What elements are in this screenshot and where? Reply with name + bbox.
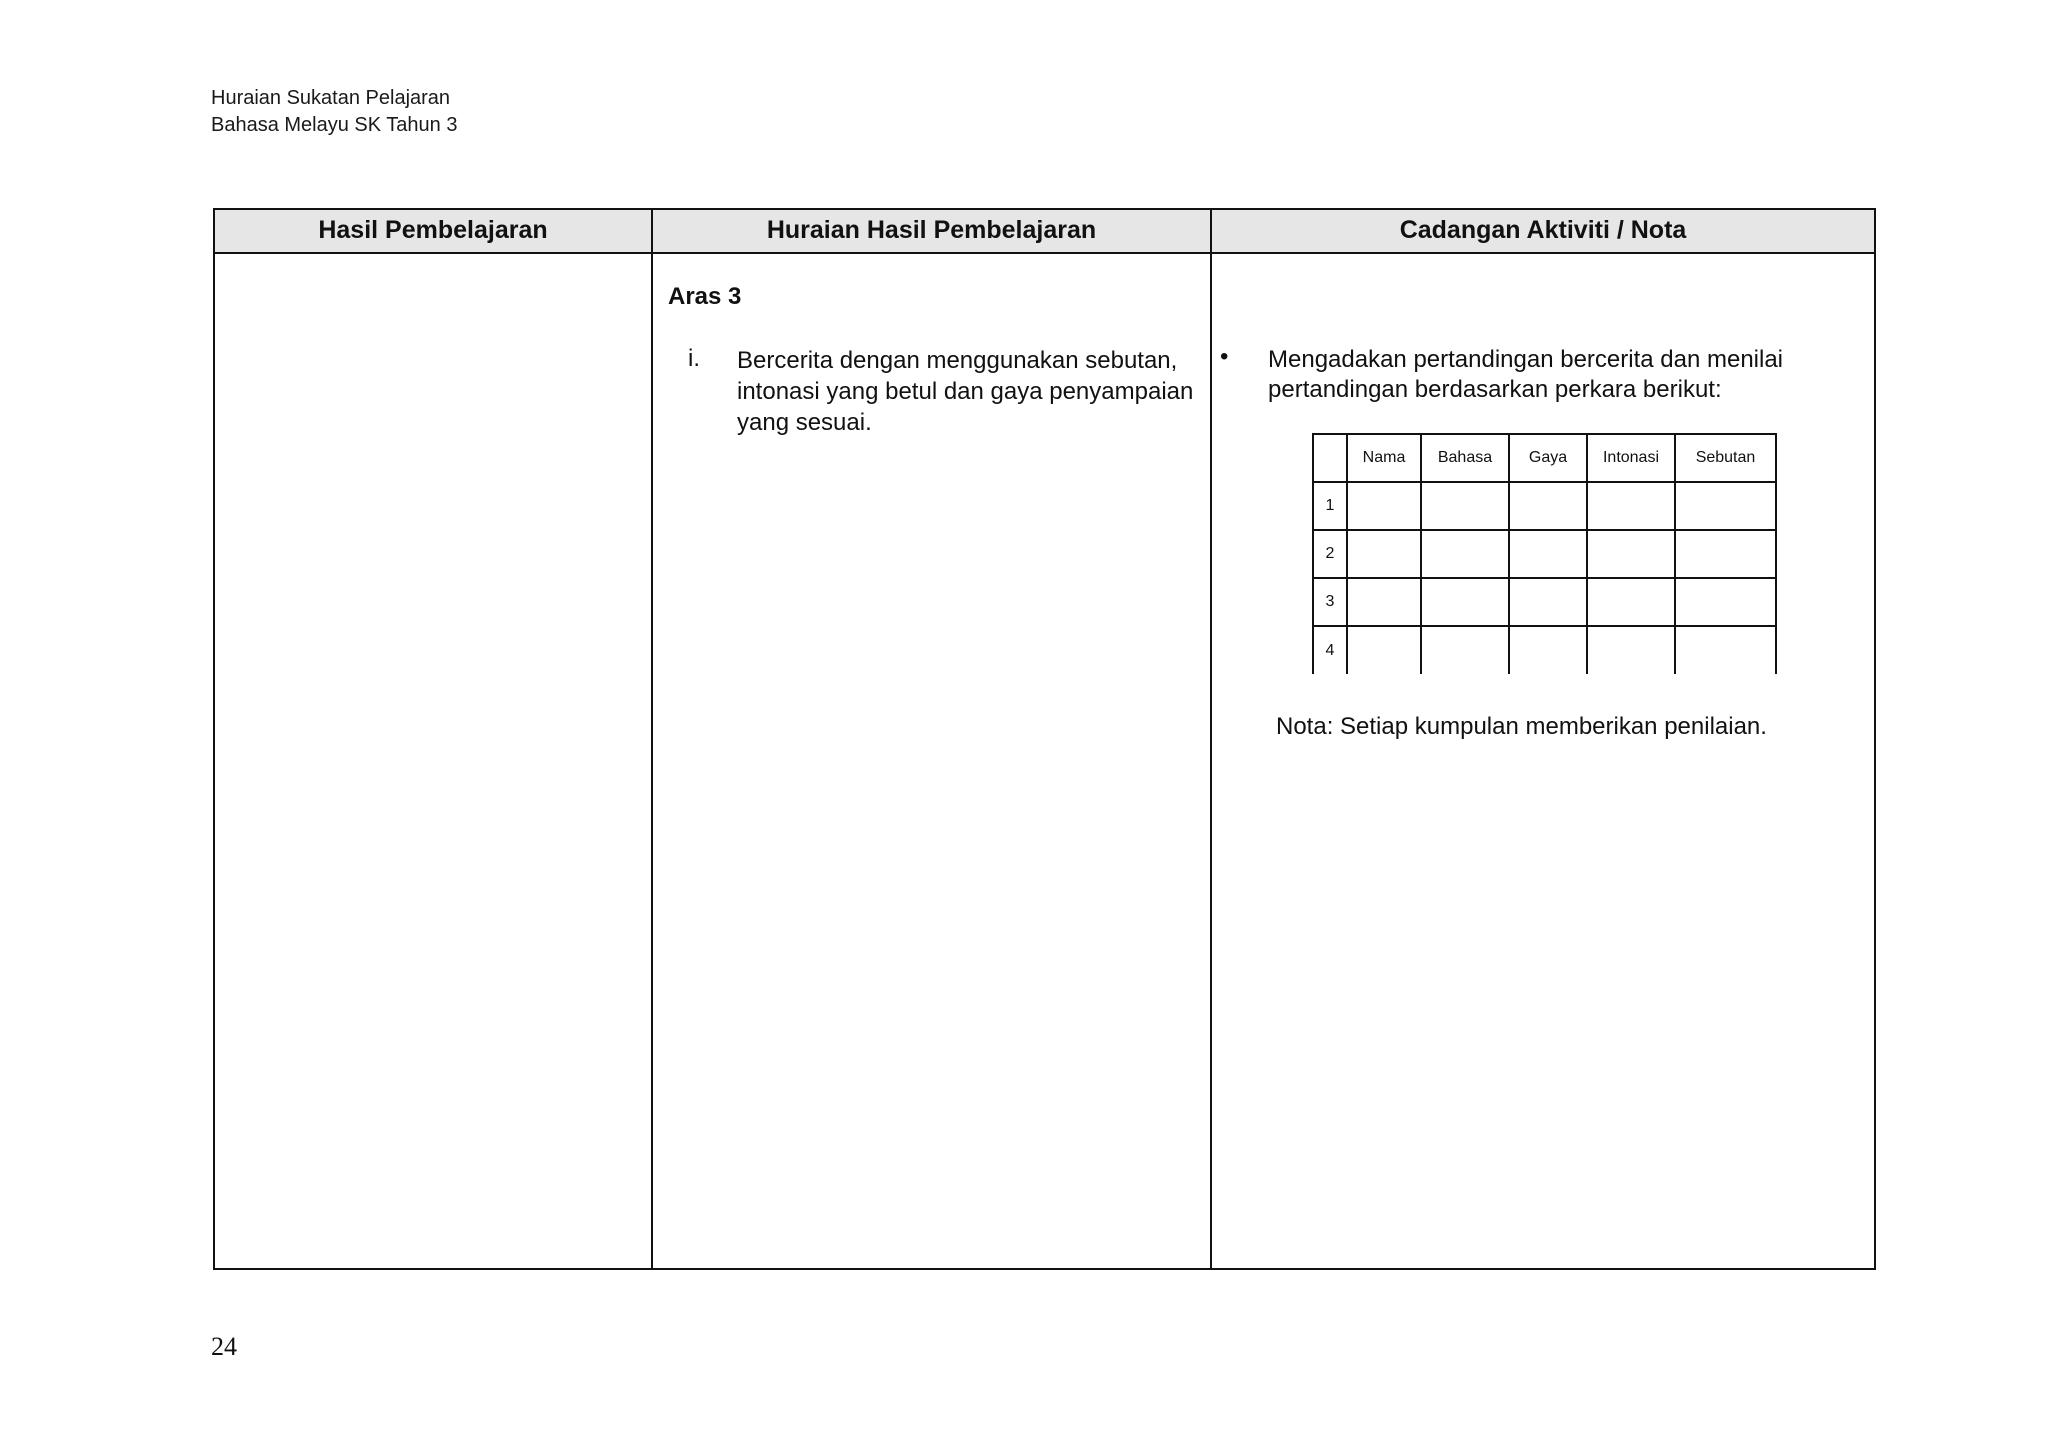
score-cell [1587, 482, 1675, 530]
column-header-huraian: Huraian Hasil Pembelajaran [766, 216, 1097, 244]
score-cell [1675, 626, 1776, 674]
score-row-number: 4 [1313, 626, 1347, 674]
header-subtitle: Bahasa Melayu SK Tahun 3 [211, 114, 458, 136]
score-cell [1509, 626, 1587, 674]
note-text: Nota: Setiap kumpulan memberikan penilaian. [1276, 713, 1767, 740]
score-row-number: 1 [1313, 482, 1347, 530]
score-cell [1421, 482, 1509, 530]
score-cell [1421, 626, 1509, 674]
activity-text: Mengadakan pertandingan bercerita dan menilai pertandingan berdasarkan perkara berikut: [1268, 346, 1784, 403]
score-header-intonasi: Intonasi [1587, 434, 1675, 482]
score-cell [1587, 530, 1675, 578]
score-cell [1587, 578, 1675, 626]
score-header-sebutan: Sebutan [1675, 434, 1776, 482]
column-header-hasil-pembelajaran: Hasil Pembelajaran [318, 216, 548, 244]
score-cell [1421, 578, 1509, 626]
score-cell [1509, 578, 1587, 626]
column-header-cadangan-aktiviti: Cadangan Aktiviti / Nota [1399, 216, 1687, 244]
bullet-point: • [1220, 343, 1229, 370]
score-header-gaya: Gaya [1509, 434, 1587, 482]
item-number: i. [688, 345, 700, 372]
column-divider [651, 210, 653, 1268]
score-table [1312, 433, 1777, 674]
table-header-row [215, 210, 1874, 254]
score-cell [1347, 482, 1421, 530]
column-divider [1210, 210, 1212, 1268]
score-cell [1421, 530, 1509, 578]
score-row-number: 3 [1313, 578, 1347, 626]
score-table-row [1313, 530, 1776, 578]
score-cell [1347, 578, 1421, 626]
curriculum-table [213, 208, 1876, 1270]
level-heading: Aras 3 [668, 283, 742, 310]
score-table-header-row [1313, 434, 1776, 482]
score-row-number: 2 [1313, 530, 1347, 578]
document-header [211, 85, 457, 139]
score-cell [1675, 530, 1776, 578]
score-table-row [1313, 482, 1776, 530]
header-title: Huraian Sukatan Pelajaran [211, 87, 451, 109]
score-table-row [1313, 578, 1776, 626]
score-cell [1675, 578, 1776, 626]
score-cell [1347, 530, 1421, 578]
page-number: 24 [211, 1332, 237, 1361]
score-table-row [1313, 626, 1776, 674]
score-header-nama: Nama [1347, 434, 1421, 482]
score-cell [1587, 626, 1675, 674]
score-cell [1509, 482, 1587, 530]
score-header-bahasa: Bahasa [1421, 434, 1509, 482]
score-cell [1509, 530, 1587, 578]
score-cell [1347, 626, 1421, 674]
score-table-corner-cell [1313, 434, 1347, 482]
item-text: Bercerita dengan menggunakan sebutan, intonasi yang betul dan gaya penyampaian yang sesuai. [737, 347, 1194, 436]
score-cell [1675, 482, 1776, 530]
